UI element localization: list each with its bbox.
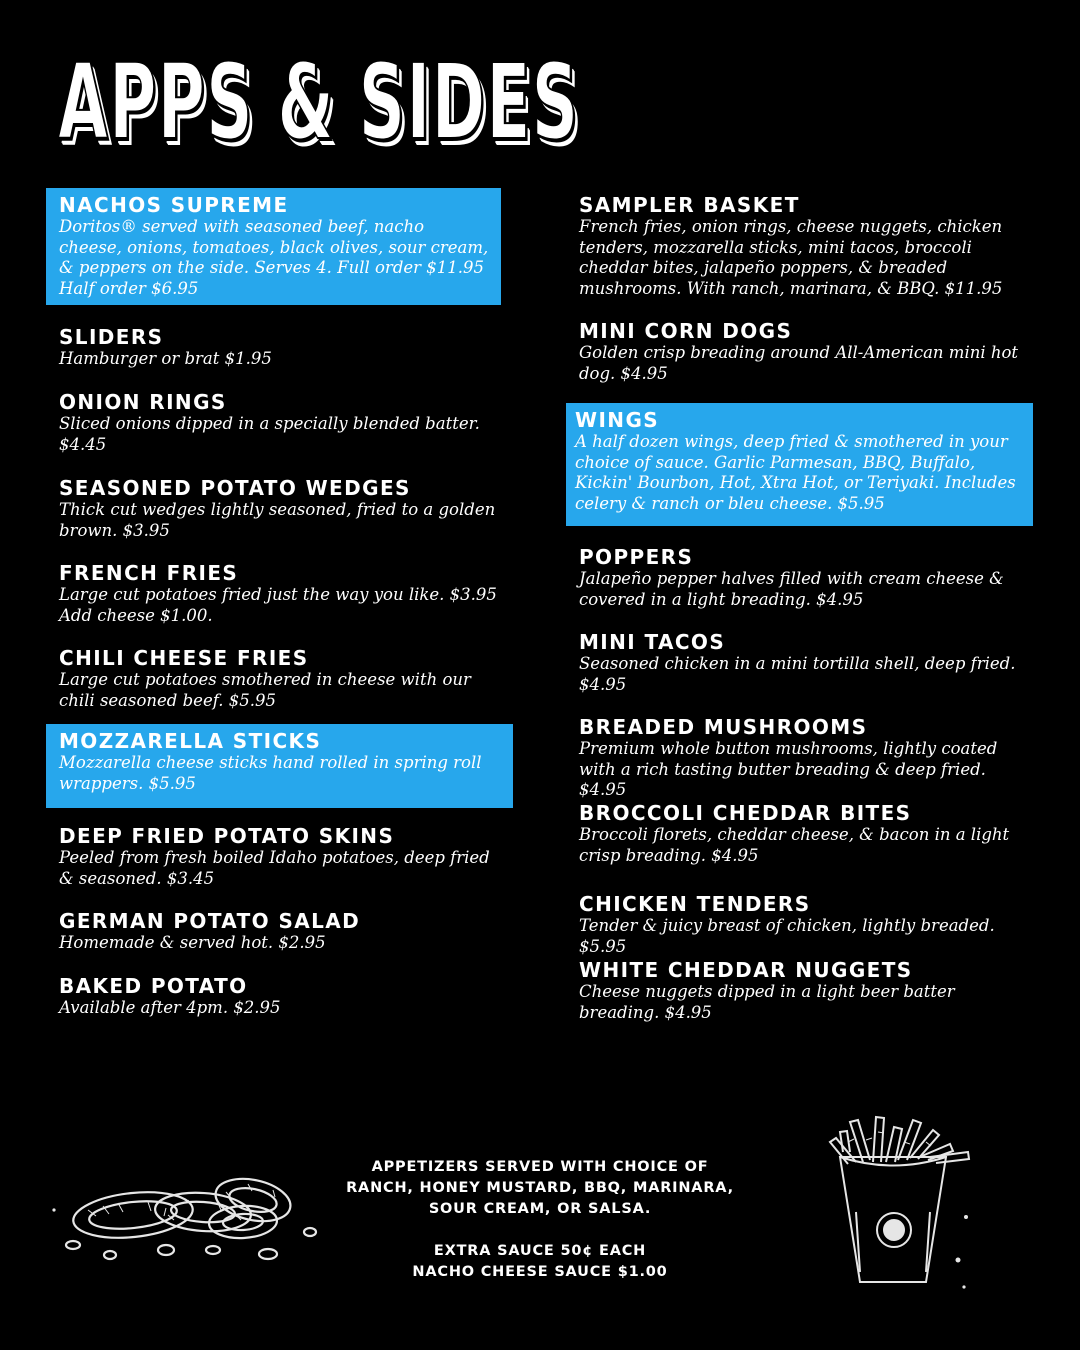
item-name: WHITE CHEDDAR NUGGETS (579, 958, 913, 982)
item-name: FRENCH FRIES (59, 561, 239, 585)
menu-item (566, 540, 1036, 616)
menu-item (566, 403, 1033, 526)
item-name: NACHOS SUPREME (59, 193, 289, 217)
menu-item (46, 641, 516, 717)
item-name: MOZZARELLA STICKS (59, 729, 322, 753)
item-name: POPPERS (579, 545, 694, 569)
item-description: French fries, onion rings, cheese nuggets, chicken tenders, mozzarella sticks, mini tacos, broccoli cheddar bites, jalapeño poppers, & breaded mushrooms. With ranch, marinara, & BBQ. $11.95 (579, 217, 1003, 298)
menu-item (566, 710, 1036, 807)
item-name: CHICKEN TENDERS (579, 892, 811, 916)
item-description: Jalapeño pepper halves filled with cream cheese & covered in a light breading. $4.95 (579, 569, 1004, 609)
menu-title: APPS & SIDES (58, 41, 580, 163)
item-description: Hamburger or brat $1.95 (59, 349, 272, 368)
item-description: Mozzarella cheese sticks hand rolled in spring roll wrappers. $5.95 (59, 753, 482, 793)
item-name: BREADED MUSHROOMS (579, 715, 868, 739)
menu-item (46, 188, 501, 305)
menu-item (46, 904, 370, 960)
item-description: Cheese nuggets dipped in a light beer batter breading. $4.95 (579, 982, 955, 1022)
extra-sauce-line: NACHO CHEESE SAUCE $1.00 (412, 1264, 668, 1280)
menu-item (46, 556, 516, 632)
sauce-note-line: SOUR CREAM, OR SALSA. (428, 1201, 652, 1217)
item-name: SEASONED POTATO WEDGES (59, 476, 411, 500)
item-description: Large cut potatoes smothered in cheese with our chili seasoned beef. $5.95 (59, 670, 471, 710)
item-description: Thick cut wedges lightly seasoned, fried to a golden brown. $3.95 (59, 500, 496, 540)
menu-item (46, 819, 516, 895)
extra-sauce-line: EXTRA SAUCE 50¢ EACH (433, 1243, 647, 1259)
item-description: A half dozen wings, deep fried & smothered in your choice of sauce. Garlic Parmesan, BBQ, Buffalo, Kickin' Bourbon, Hot, Xtra Hot, or Teriyaki. Includes celery & ranch or bleu cheese. $5.95 (575, 432, 1016, 513)
onion-rings-icon (48, 1170, 328, 1280)
french-fries-icon (818, 1112, 983, 1297)
menu-item (566, 887, 1036, 963)
item-name: WINGS (575, 408, 660, 432)
item-name: BAKED POTATO (59, 974, 248, 998)
menu-item (566, 796, 1036, 872)
item-description: Peeled from fresh boiled Idaho potatoes, deep fried & seasoned. $3.45 (59, 848, 490, 888)
item-description: Premium whole button mushrooms, lightly coated with a rich tasting butter breading & deep fried. $4.95 (579, 739, 998, 799)
item-description: Available after 4pm. $2.95 (59, 998, 281, 1017)
sauce-note-line: APPETIZERS SERVED WITH CHOICE OF (371, 1159, 709, 1175)
item-description: Tender & juicy breast of chicken, lightly breaded. $5.95 (579, 916, 995, 956)
item-name: DEEP FRIED POTATO SKINS (59, 824, 395, 848)
item-name: BROCCOLI CHEDDAR BITES (579, 801, 912, 825)
menu-item (46, 969, 291, 1025)
menu-item (566, 953, 1036, 1029)
menu-item (46, 385, 516, 461)
menu-item (46, 724, 513, 808)
menu-item (46, 320, 282, 376)
item-description: Broccoli florets, cheddar cheese, & bacon in a light crisp breading. $4.95 (579, 825, 1010, 865)
sauce-note-line: RANCH, HONEY MUSTARD, BBQ, MARINARA, (346, 1180, 734, 1196)
sauce-note (330, 1157, 750, 1283)
menu-item (46, 471, 516, 547)
item-name: MINI TACOS (579, 630, 726, 654)
menu-item (566, 314, 1036, 390)
item-name: ONION RINGS (59, 390, 227, 414)
item-description: Seasoned chicken in a mini tortilla shell, deep fried. $4.95 (579, 654, 1016, 694)
item-name: GERMAN POTATO SALAD (59, 909, 361, 933)
menu-item (566, 625, 1036, 701)
item-name: SAMPLER BASKET (579, 193, 800, 217)
item-name: SLIDERS (59, 325, 164, 349)
item-description: Golden crisp breading around All-American mini hot dog. $4.95 (579, 343, 1019, 383)
item-description: Homemade & served hot. $2.95 (59, 933, 326, 952)
item-description: Large cut potatoes fried just the way you like. $3.95 Add cheese $1.00. (59, 585, 497, 625)
item-name: CHILI CHEESE FRIES (59, 646, 309, 670)
item-description: Sliced onions dipped in a specially blended batter. $4.45 (59, 414, 480, 454)
item-description: Doritos® served with seasoned beef, nacho cheese, onions, tomatoes, black olives, sour cream, & peppers on the side. Serves 4. Full order $11.95 Half order $6.95 (59, 217, 489, 298)
menu-item (566, 188, 1036, 305)
item-name: MINI CORN DOGS (579, 319, 793, 343)
